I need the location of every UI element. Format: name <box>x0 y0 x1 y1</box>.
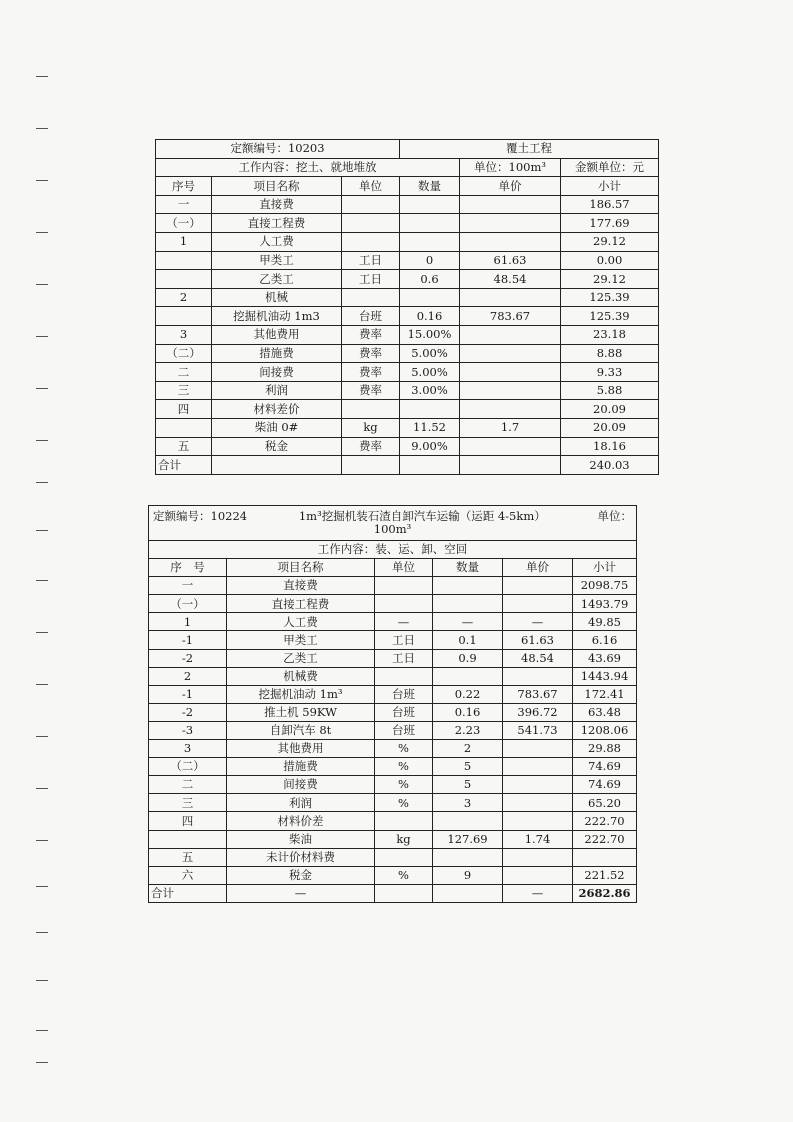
total-row <box>149 884 637 902</box>
table-title: 覆土工程 <box>400 140 659 159</box>
item-name: 间接费 <box>212 363 342 382</box>
table-row <box>156 270 659 289</box>
quantity: 0.9 <box>433 649 503 667</box>
quantity: 0.22 <box>433 685 503 703</box>
binding-mark <box>36 76 48 77</box>
table-body <box>149 577 637 885</box>
table-row <box>149 812 637 830</box>
work-content-row <box>156 158 659 177</box>
unit: 工日 <box>375 649 433 667</box>
subtotal: 186.57 <box>561 195 659 214</box>
quantity: 127.69 <box>433 830 503 848</box>
unit: 台班 <box>375 685 433 703</box>
unit-price <box>503 595 573 613</box>
quantity <box>400 288 460 307</box>
quantity: 2.23 <box>433 721 503 739</box>
column-header: 单价 <box>503 559 573 577</box>
quantity: 0.6 <box>400 270 460 289</box>
unit <box>375 667 433 685</box>
subtotal: 222.70 <box>573 830 637 848</box>
unit-price <box>460 437 561 456</box>
unit-price <box>460 232 561 251</box>
table-row <box>156 288 659 307</box>
unit-price: 1.7 <box>460 418 561 437</box>
unit: — <box>375 613 433 631</box>
item-name: 措施费 <box>212 344 342 363</box>
column-header: 单价 <box>460 177 561 196</box>
quota-number: 定额编号：10203 <box>156 140 400 159</box>
total-value: 2682.86 <box>573 884 637 902</box>
unit-price <box>503 776 573 794</box>
table-row <box>156 437 659 456</box>
quantity: 5.00% <box>400 344 460 363</box>
quantity: — <box>433 613 503 631</box>
subtotal: 1443.94 <box>573 667 637 685</box>
table-row <box>156 325 659 344</box>
quantity <box>400 195 460 214</box>
quantity <box>433 595 503 613</box>
table-row <box>149 740 637 758</box>
quantity: 3 <box>433 794 503 812</box>
row-number: 1 <box>156 232 212 251</box>
table-row <box>156 418 659 437</box>
row-number: 五 <box>149 848 227 866</box>
table-row <box>149 848 637 866</box>
subtotal: 5.88 <box>561 381 659 400</box>
unit-price: — <box>503 613 573 631</box>
table-title-cell <box>149 506 637 541</box>
row-number: （二） <box>149 758 227 776</box>
quantity: 9 <box>433 866 503 884</box>
row-number: 四 <box>156 400 212 419</box>
column-header: 小计 <box>573 559 637 577</box>
unit-price <box>503 667 573 685</box>
quantity <box>400 400 460 419</box>
quantity <box>433 667 503 685</box>
unit-price <box>460 344 561 363</box>
quantity: 11.52 <box>400 418 460 437</box>
unit <box>342 195 400 214</box>
binding-mark <box>36 980 48 981</box>
table-row <box>149 721 637 739</box>
quantity: 0.1 <box>433 631 503 649</box>
unit <box>342 400 400 419</box>
unit: 工日 <box>342 251 400 270</box>
row-number: 三 <box>156 381 212 400</box>
item-name: 推土机 59KW <box>227 703 375 721</box>
subtotal: 49.85 <box>573 613 637 631</box>
quota-table-10224 <box>148 505 637 903</box>
binding-mark <box>36 530 48 531</box>
column-header: 小计 <box>561 177 659 196</box>
unit-value: 100m³ <box>373 522 412 536</box>
row-number <box>149 830 227 848</box>
table-row <box>149 577 637 595</box>
table-row <box>149 794 637 812</box>
unit-price: 541.73 <box>503 721 573 739</box>
row-number: 五 <box>156 437 212 456</box>
item-name: 机械费 <box>227 667 375 685</box>
work-content-row <box>149 541 637 559</box>
total-label: 合计 <box>149 884 227 902</box>
item-name: 其他费用 <box>227 740 375 758</box>
quota-table-10203 <box>155 139 659 475</box>
quantity: 3.00% <box>400 381 460 400</box>
subtotal <box>573 848 637 866</box>
unit-text: 单位：100m³ <box>460 158 561 177</box>
item-name: 柴油 <box>227 830 375 848</box>
item-name: 人工费 <box>212 232 342 251</box>
amount-unit: 金额单位：元 <box>561 158 659 177</box>
column-header: 序 号 <box>149 559 227 577</box>
item-name: 甲类工 <box>227 631 375 649</box>
unit-price: 48.54 <box>503 649 573 667</box>
table-row <box>149 758 637 776</box>
item-name: 机械 <box>212 288 342 307</box>
binding-mark <box>36 284 48 285</box>
row-number: （一） <box>149 595 227 613</box>
item-name: 挖掘机油动 1m3 <box>212 307 342 326</box>
subtotal: 9.33 <box>561 363 659 382</box>
item-name: 其他费用 <box>212 325 342 344</box>
row-number: 一 <box>149 577 227 595</box>
row-number: 3 <box>149 740 227 758</box>
item-name: 利润 <box>227 794 375 812</box>
unit-price <box>503 758 573 776</box>
item-name: 税金 <box>212 437 342 456</box>
column-header: 序号 <box>156 177 212 196</box>
row-number: 三 <box>149 794 227 812</box>
item-name: 直接工程费 <box>227 595 375 613</box>
unit: 工日 <box>342 270 400 289</box>
subtotal: 8.88 <box>561 344 659 363</box>
table-row <box>149 776 637 794</box>
item-name: 税金 <box>227 866 375 884</box>
total-label: 合计 <box>156 456 212 475</box>
subtotal: 29.12 <box>561 270 659 289</box>
item-name: 柴油 0# <box>212 418 342 437</box>
table-row <box>149 667 637 685</box>
unit-price <box>460 288 561 307</box>
row-number: 一 <box>156 195 212 214</box>
binding-mark <box>36 1030 48 1031</box>
table-row <box>149 631 637 649</box>
item-name: 材料差价 <box>212 400 342 419</box>
row-number: -2 <box>149 649 227 667</box>
unit: % <box>375 794 433 812</box>
subtotal: 125.39 <box>561 307 659 326</box>
quantity: 2 <box>433 740 503 758</box>
quantity: 15.00% <box>400 325 460 344</box>
total-price-dash: — <box>503 884 573 902</box>
row-number: 六 <box>149 866 227 884</box>
unit: 费率 <box>342 381 400 400</box>
table-title-row <box>156 140 659 159</box>
row-number: -3 <box>149 721 227 739</box>
unit: 费率 <box>342 344 400 363</box>
item-name: 乙类工 <box>227 649 375 667</box>
subtotal: 43.69 <box>573 649 637 667</box>
subtotal: 6.16 <box>573 631 637 649</box>
unit <box>342 214 400 233</box>
item-name: 直接费 <box>227 577 375 595</box>
table-row <box>156 381 659 400</box>
quantity <box>433 848 503 866</box>
unit: kg <box>342 418 400 437</box>
row-number: 1 <box>149 613 227 631</box>
column-header: 单位 <box>342 177 400 196</box>
unit: 费率 <box>342 437 400 456</box>
subtotal: 29.12 <box>561 232 659 251</box>
binding-mark <box>36 232 48 233</box>
subtotal: 23.18 <box>561 325 659 344</box>
quantity: 0 <box>400 251 460 270</box>
table-title-row <box>149 506 637 541</box>
binding-mark <box>36 886 48 887</box>
table-header-row <box>149 559 637 577</box>
table-row <box>149 866 637 884</box>
unit-price <box>503 577 573 595</box>
unit-price: 61.63 <box>503 631 573 649</box>
quantity <box>400 214 460 233</box>
unit: % <box>375 758 433 776</box>
subtotal: 222.70 <box>573 812 637 830</box>
unit-price <box>460 400 561 419</box>
unit-price: 1.74 <box>503 830 573 848</box>
unit-price <box>460 363 561 382</box>
quantity <box>433 812 503 830</box>
unit: % <box>375 740 433 758</box>
row-number: 2 <box>149 667 227 685</box>
item-name: 间接费 <box>227 776 375 794</box>
unit-price: 61.63 <box>460 251 561 270</box>
row-number: （二） <box>156 344 212 363</box>
subtotal: 177.69 <box>561 214 659 233</box>
unit <box>342 232 400 251</box>
binding-mark <box>36 684 48 685</box>
unit-price <box>503 794 573 812</box>
quantity: 5.00% <box>400 363 460 382</box>
row-number: -2 <box>149 703 227 721</box>
table-row <box>156 214 659 233</box>
column-header: 数量 <box>400 177 460 196</box>
unit-price <box>503 866 573 884</box>
item-name: 直接费 <box>212 195 342 214</box>
table-row <box>156 363 659 382</box>
binding-mark <box>36 1062 48 1063</box>
row-number <box>156 307 212 326</box>
item-name: 乙类工 <box>212 270 342 289</box>
row-number: （一） <box>156 214 212 233</box>
item-name: 自卸汽车 8t <box>227 721 375 739</box>
binding-mark <box>36 440 48 441</box>
column-header: 项目名称 <box>227 559 375 577</box>
item-name: 人工费 <box>227 613 375 631</box>
unit-price: 783.67 <box>503 685 573 703</box>
item-name: 挖掘机油动 1m³ <box>227 685 375 703</box>
item-name: 材料价差 <box>227 812 375 830</box>
subtotal: 221.52 <box>573 866 637 884</box>
table-row <box>149 830 637 848</box>
table-row <box>149 685 637 703</box>
subtotal: 20.09 <box>561 418 659 437</box>
row-number: 二 <box>156 363 212 382</box>
unit-price: 396.72 <box>503 703 573 721</box>
unit: 台班 <box>375 703 433 721</box>
item-name: 甲类工 <box>212 251 342 270</box>
unit-price <box>460 195 561 214</box>
subtotal: 63.48 <box>573 703 637 721</box>
subtotal: 1493.79 <box>573 595 637 613</box>
unit <box>342 288 400 307</box>
row-number: -1 <box>149 685 227 703</box>
quantity: 0.16 <box>400 307 460 326</box>
binding-mark <box>36 932 48 933</box>
binding-mark <box>36 632 48 633</box>
binding-mark <box>36 788 48 789</box>
unit: 台班 <box>375 721 433 739</box>
subtotal: 1208.06 <box>573 721 637 739</box>
quantity: 5 <box>433 758 503 776</box>
table-body <box>156 195 659 455</box>
table-row <box>156 195 659 214</box>
binding-mark <box>36 336 48 337</box>
quota-number: 定额编号：10224 <box>153 509 248 524</box>
unit: kg <box>375 830 433 848</box>
quantity <box>433 577 503 595</box>
work-content: 工作内容：装、运、卸、空回 <box>149 541 637 559</box>
table-row <box>149 649 637 667</box>
quantity: 5 <box>433 776 503 794</box>
row-number: 二 <box>149 776 227 794</box>
unit <box>375 595 433 613</box>
unit-price <box>503 812 573 830</box>
binding-mark <box>36 128 48 129</box>
total-row <box>156 456 659 475</box>
table-row <box>156 307 659 326</box>
row-number <box>156 251 212 270</box>
quantity: 0.16 <box>433 703 503 721</box>
subtotal: 20.09 <box>561 400 659 419</box>
subtotal: 0.00 <box>561 251 659 270</box>
subtotal: 74.69 <box>573 776 637 794</box>
row-number <box>156 418 212 437</box>
column-header: 单位 <box>375 559 433 577</box>
subtotal: 172.41 <box>573 685 637 703</box>
unit-label: 单位： <box>597 509 633 524</box>
table-row <box>156 400 659 419</box>
table-row <box>156 251 659 270</box>
unit-price <box>460 214 561 233</box>
table-title: 1m³挖掘机装石渣自卸汽车运输（运距 4-5km） <box>298 509 546 524</box>
unit: % <box>375 776 433 794</box>
unit: % <box>375 866 433 884</box>
subtotal: 29.88 <box>573 740 637 758</box>
unit-price <box>460 381 561 400</box>
table-header-row <box>156 177 659 196</box>
column-header: 数量 <box>433 559 503 577</box>
binding-mark <box>36 736 48 737</box>
unit <box>375 812 433 830</box>
binding-mark <box>36 180 48 181</box>
unit <box>375 848 433 866</box>
subtotal: 74.69 <box>573 758 637 776</box>
total-value: 240.03 <box>561 456 659 475</box>
table-row <box>156 344 659 363</box>
table-row <box>149 595 637 613</box>
work-content: 工作内容：挖土、就地堆放 <box>156 158 460 177</box>
item-name: 利润 <box>212 381 342 400</box>
unit-price: 783.67 <box>460 307 561 326</box>
unit: 费率 <box>342 363 400 382</box>
row-number: 2 <box>156 288 212 307</box>
subtotal: 65.20 <box>573 794 637 812</box>
column-header: 项目名称 <box>212 177 342 196</box>
quantity <box>400 232 460 251</box>
table-row <box>156 232 659 251</box>
binding-mark <box>36 388 48 389</box>
binding-mark <box>36 482 48 483</box>
item-name: 未计价材料费 <box>227 848 375 866</box>
quantity: 9.00% <box>400 437 460 456</box>
row-number: 四 <box>149 812 227 830</box>
item-name: 直接工程费 <box>212 214 342 233</box>
unit: 费率 <box>342 325 400 344</box>
binding-mark <box>36 840 48 841</box>
table-row <box>149 703 637 721</box>
table-row <box>149 613 637 631</box>
binding-mark <box>36 580 48 581</box>
row-number <box>156 270 212 289</box>
row-number: 3 <box>156 325 212 344</box>
unit-price <box>503 848 573 866</box>
subtotal: 2098.75 <box>573 577 637 595</box>
unit-price <box>503 740 573 758</box>
item-name: 措施费 <box>227 758 375 776</box>
subtotal: 18.16 <box>561 437 659 456</box>
unit-price: 48.54 <box>460 270 561 289</box>
total-dash: — <box>227 884 375 902</box>
unit-price <box>460 325 561 344</box>
subtotal: 125.39 <box>561 288 659 307</box>
unit: 工日 <box>375 631 433 649</box>
row-number: -1 <box>149 631 227 649</box>
unit: 台班 <box>342 307 400 326</box>
unit <box>375 577 433 595</box>
